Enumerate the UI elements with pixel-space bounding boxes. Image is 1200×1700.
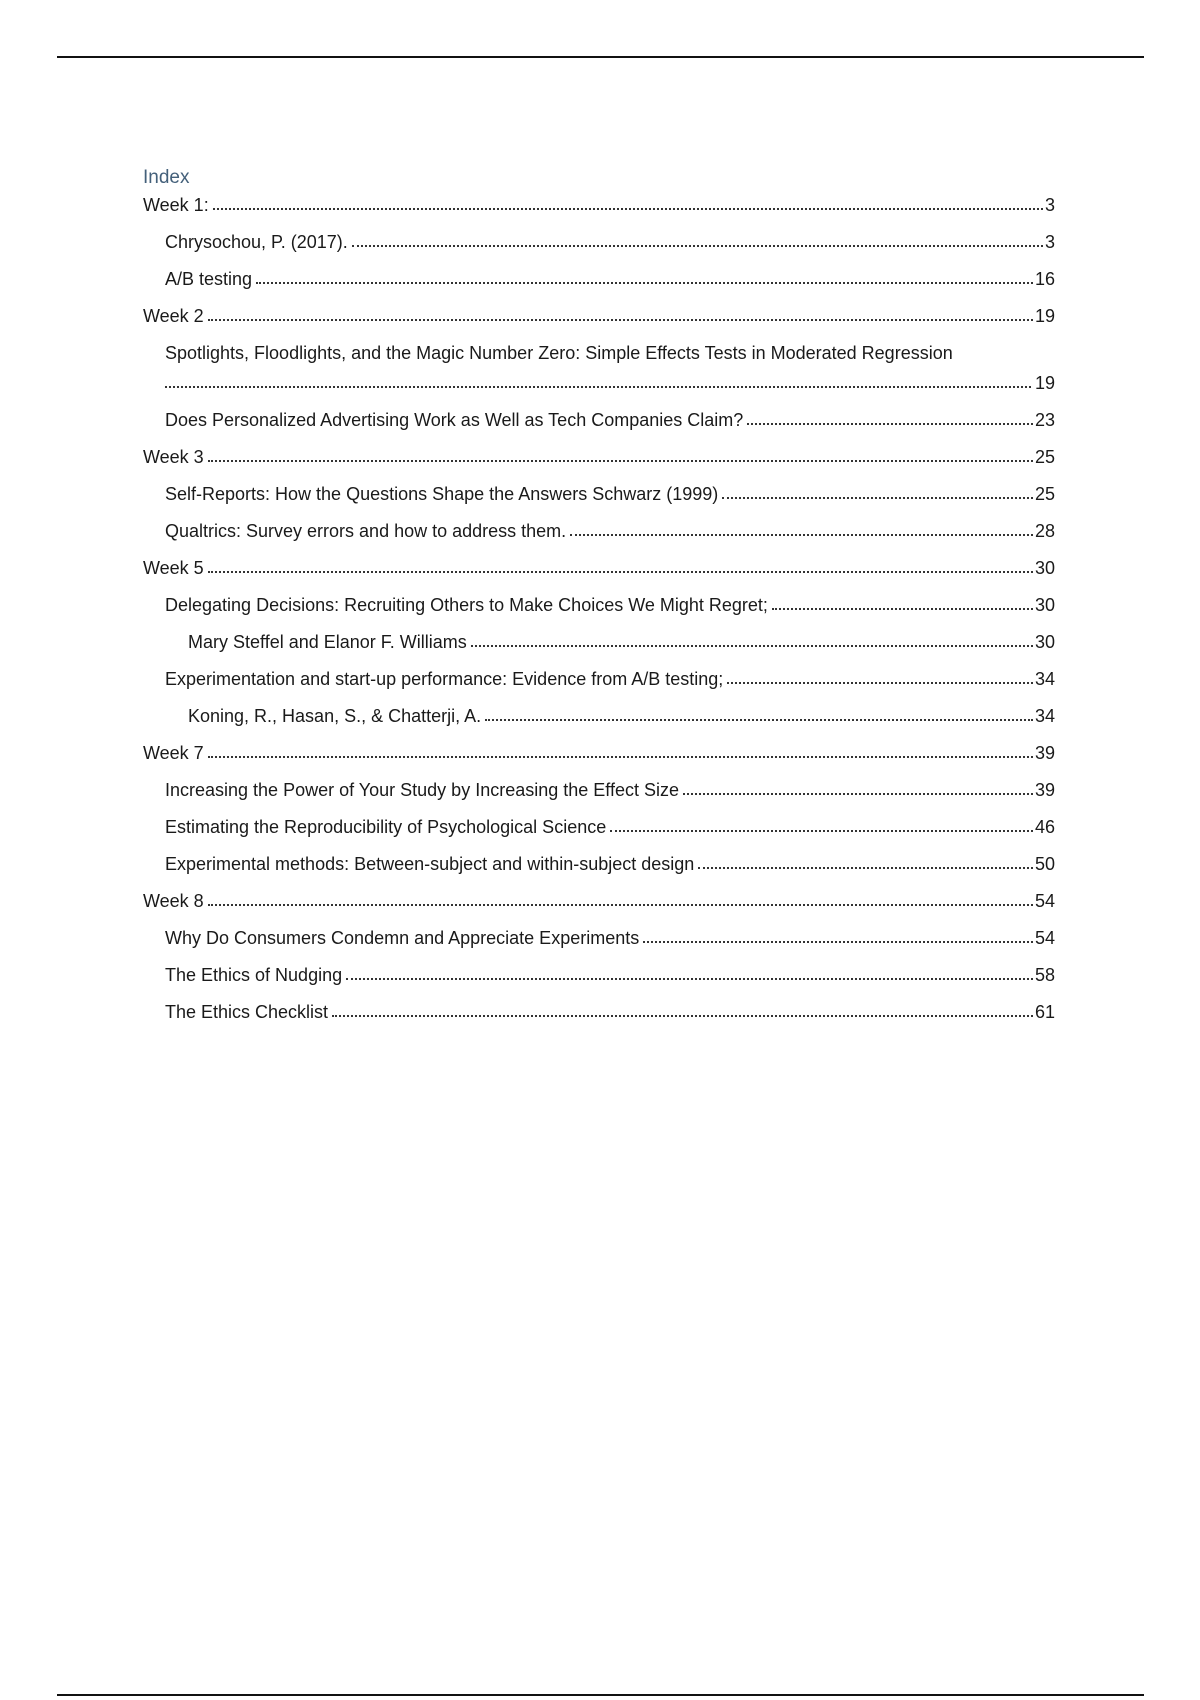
toc-page-number: 34 [1034,669,1055,689]
toc-entry-consumers-condemn[interactable] [143,927,1055,949]
toc-page-number: 25 [1034,484,1055,504]
dot-leader [747,423,1033,425]
dot-leader [698,867,1033,869]
toc-entry-label: The Ethics Checklist [165,1002,329,1022]
toc-entry-label: Koning, R., Hasan, S., & Chatterji, A. [188,706,482,726]
toc-page-number: 58 [1034,965,1055,985]
toc-entry-ethics-checklist[interactable] [143,1001,1055,1023]
dot-leader [727,682,1033,684]
toc-entry-label: Experimentation and start-up performance: Evidence from A/B testing; [165,669,724,689]
toc-entry-steffel-williams[interactable] [143,631,1055,653]
toc-entry-reproducibility[interactable] [143,816,1055,838]
toc-entry-week-1[interactable] [143,194,1055,216]
toc-page-number: 39 [1034,780,1055,800]
toc-entry-label: Week 7 [143,743,204,763]
toc-entry-label: Qualtrics: Survey errors and how to address them. [165,521,567,541]
dot-leader [332,1015,1033,1017]
toc-page-number: 19 [1034,306,1055,326]
toc-page-number: 54 [1034,891,1055,911]
toc-entry-week-5[interactable] [143,557,1055,579]
dot-leader [610,830,1033,832]
toc-page-number: 54 [1034,928,1055,948]
toc-entry-label: Week 5 [143,558,204,578]
toc-page-number: 30 [1034,632,1055,652]
dot-leader [213,208,1043,210]
toc-page-number: 23 [1034,410,1055,430]
toc-entry-label: Estimating the Reproducibility of Psychological Science [165,817,607,837]
toc-entry-delegating-decisions[interactable] [143,594,1055,616]
table-of-contents [143,166,1055,1023]
toc-entry-label: Does Personalized Advertising Work as Well as Tech Companies Claim? [165,410,744,430]
toc-entry-label: The Ethics of Nudging [165,965,343,985]
toc-entry-increasing-power[interactable] [143,779,1055,801]
toc-entry-label: Week 1: [143,195,209,215]
toc-entry-label: Week 8 [143,891,204,911]
header-rule [57,56,1144,58]
toc-entry-personalized-advertising[interactable] [143,409,1055,431]
toc-entry-label: Week 2 [143,306,204,326]
toc-entry-self-reports[interactable] [143,483,1055,505]
toc-page-number: 16 [1034,269,1055,289]
toc-entry-chrysochou[interactable] [143,231,1055,253]
toc-entry-label: Week 3 [143,447,204,467]
toc-page-number: 46 [1034,817,1055,837]
toc-entry-koning-hasan-chatterji[interactable] [143,705,1055,727]
toc-entry-label: Self-Reports: How the Questions Shape the Answers Schwarz (1999) [165,484,719,504]
toc-entry-label: Mary Steffel and Elanor F. Williams [188,632,467,652]
dot-leader [683,793,1033,795]
toc-entry-week-8[interactable] [143,890,1055,912]
toc-page-number: 3 [1044,232,1055,252]
toc-entry-week-2[interactable] [143,305,1055,327]
toc-title: Index [143,167,190,188]
toc-page-number: 3 [1044,195,1055,215]
toc-page-number: 19 [1034,373,1055,393]
dot-leader [256,282,1033,284]
toc-entry-spotlights[interactable] [143,342,1055,394]
toc-page-number: 28 [1034,521,1055,541]
toc-entry-continuation [165,372,1055,394]
dot-leader [208,319,1033,321]
toc-entry-experimentation-startup[interactable] [143,668,1055,690]
dot-leader [772,608,1033,610]
toc-page-number: 34 [1034,706,1055,726]
toc-entry-label: Why Do Consumers Condemn and Appreciate Experiments [165,928,640,948]
toc-page-number: 30 [1034,595,1055,615]
toc-entry-qualtrics[interactable] [143,520,1055,542]
toc-entry-label: A/B testing [165,269,253,289]
toc-page-number: 25 [1034,447,1055,467]
dot-leader [485,719,1033,721]
toc-entry-label: Experimental methods: Between-subject and within-subject design [165,854,695,874]
toc-entry-ab-testing[interactable] [143,268,1055,290]
toc-page-number: 61 [1034,1002,1055,1022]
dot-leader [346,978,1033,980]
dot-leader [208,571,1033,573]
toc-entry-label: Chrysochou, P. (2017). [165,232,348,252]
dot-leader [208,756,1033,758]
toc-entry-label: Increasing the Power of Your Study by Increasing the Effect Size [165,780,679,800]
toc-entry-label: Spotlights, Floodlights, and the Magic Number Zero: Simple Effects Tests in Moderated Regression [165,343,953,363]
toc-page-number: 39 [1034,743,1055,763]
dot-leader [643,941,1033,943]
dot-leader [570,534,1033,536]
dot-leader [208,460,1033,462]
toc-page-number: 30 [1034,558,1055,578]
dot-leader [165,386,1031,388]
toc-entry-experimental-methods[interactable] [143,853,1055,875]
toc-entry-week-3[interactable] [143,446,1055,468]
toc-page-number: 50 [1034,854,1055,874]
toc-entry-ethics-of-nudging[interactable] [143,964,1055,986]
dot-leader [352,245,1043,247]
footer-rule [57,1694,1144,1696]
dot-leader [722,497,1033,499]
dot-leader [208,904,1033,906]
toc-entry-label: Delegating Decisions: Recruiting Others to Make Choices We Might Regret; [165,595,768,615]
toc-entry-week-7[interactable] [143,742,1055,764]
dot-leader [471,645,1033,647]
